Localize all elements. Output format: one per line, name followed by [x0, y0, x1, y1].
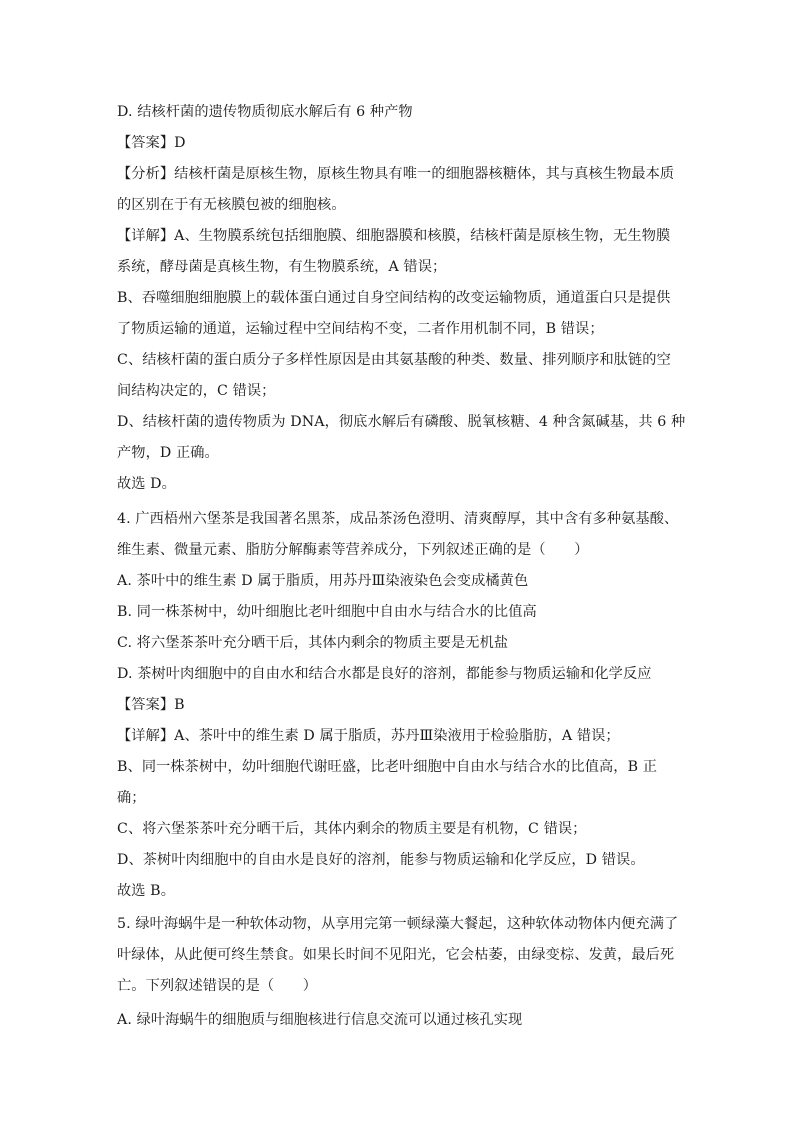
text-line: 故选 B。: [117, 883, 175, 899]
question-4-stem: 维生素、微量元素、脂肪分解酶素等营养成分，下列叙述正确的是（ ）: [117, 542, 589, 558]
question-5-stem: 叶绿体，从此便可终生禁食。如果长时间不见阳光，它会枯萎，由绿变棕、发黄，最后死: [117, 947, 675, 963]
option-a: A. 茶叶中的维生素 D 属于脂质，用苏丹Ⅲ染液染色会变成橘黄色: [117, 573, 529, 589]
text-line: 了物质运输的通道，运输过程中空间结构不变，二者作用机制不同，B 错误；: [117, 321, 604, 337]
text-line: B、吞噬细胞细胞膜上的载体蛋白通过自身空间结构的改变运输物质，通道蛋白只是提供: [117, 290, 671, 306]
text-line: D、茶树叶肉细胞中的自由水是良好的溶剂，能参与物质运输和化学反应，D 错误。: [117, 852, 645, 868]
option-d: D. 茶树叶肉细胞中的自由水和结合水都是良好的溶剂，都能参与物质运输和化学反应: [117, 666, 652, 682]
text-line: C、将六堡茶茶叶充分晒干后，其体内剩余的物质主要是有机物，C 错误；: [117, 821, 587, 837]
text-line: C、结核杆菌的蛋白质分子多样性原因是由其氨基酸的种类、数量、排列顺序和肽链的空: [117, 352, 671, 368]
question-5-stem: 5. 绿叶海蜗牛是一种软体动物，从享用完第一顿绿藻大餐起，这种软体动物体内便充满了: [117, 916, 679, 932]
text-line: 【详解】A、生物膜系统包括细胞膜、细胞器膜和核膜，结核杆菌是原核生物，无生物膜: [117, 228, 671, 244]
text-line: 确；: [117, 790, 146, 806]
text-line: 的区别在于有无核膜包被的细胞核。: [117, 197, 346, 213]
text-line: 【详解】A、茶叶中的维生素 D 属于脂质，苏丹Ⅲ染液用于检验脂肪，A 错误；: [117, 728, 620, 744]
question-4-stem: 4. 广西梧州六堡茶是我国著名黑茶，成品茶汤色澄明、清爽醇厚，其中含有多种氨基酸、: [117, 511, 679, 527]
text-line: B、同一株茶树中，幼叶细胞代谢旺盛，比老叶细胞中自由水与结合水的比值高，B 正: [117, 759, 658, 775]
option-a: A. 绿叶海蜗牛的细胞质与细胞核进行信息交流可以通过核孔实现: [117, 1012, 523, 1028]
text-line: 故选 D。: [117, 476, 176, 492]
text-line: D. 结核杆菌的遗传物质彻底水解后有 6 种产物: [117, 104, 413, 120]
text-line: 间结构决定的，C 错误；: [117, 383, 276, 399]
text-line: D、结核杆菌的遗传物质为 DNA，彻底水解后有磷酸、脱氧核糖、4 种含氮碱基，共 6 种: [117, 414, 686, 430]
text-line: 【答案】D: [117, 135, 186, 151]
text-line: 【分析】结核杆菌是原核生物，原核生物具有唯一的细胞器核糖体，其与真核生物最本质: [117, 166, 675, 182]
text-line: 系统，酵母菌是真核生物，有生物膜系统，A 错误；: [117, 259, 447, 275]
option-b: B. 同一株茶树中，幼叶细胞比老叶细胞中自由水与结合水的比值高: [117, 604, 537, 620]
text-line: 产物，D 正确。: [117, 445, 219, 461]
answer-label: 【答案】B: [117, 697, 185, 713]
option-c: C. 将六堡茶茶叶充分晒干后，其体内剩余的物质主要是无机盐: [117, 635, 509, 651]
question-5-stem: 亡。下列叙述错误的是（ ）: [117, 978, 318, 994]
